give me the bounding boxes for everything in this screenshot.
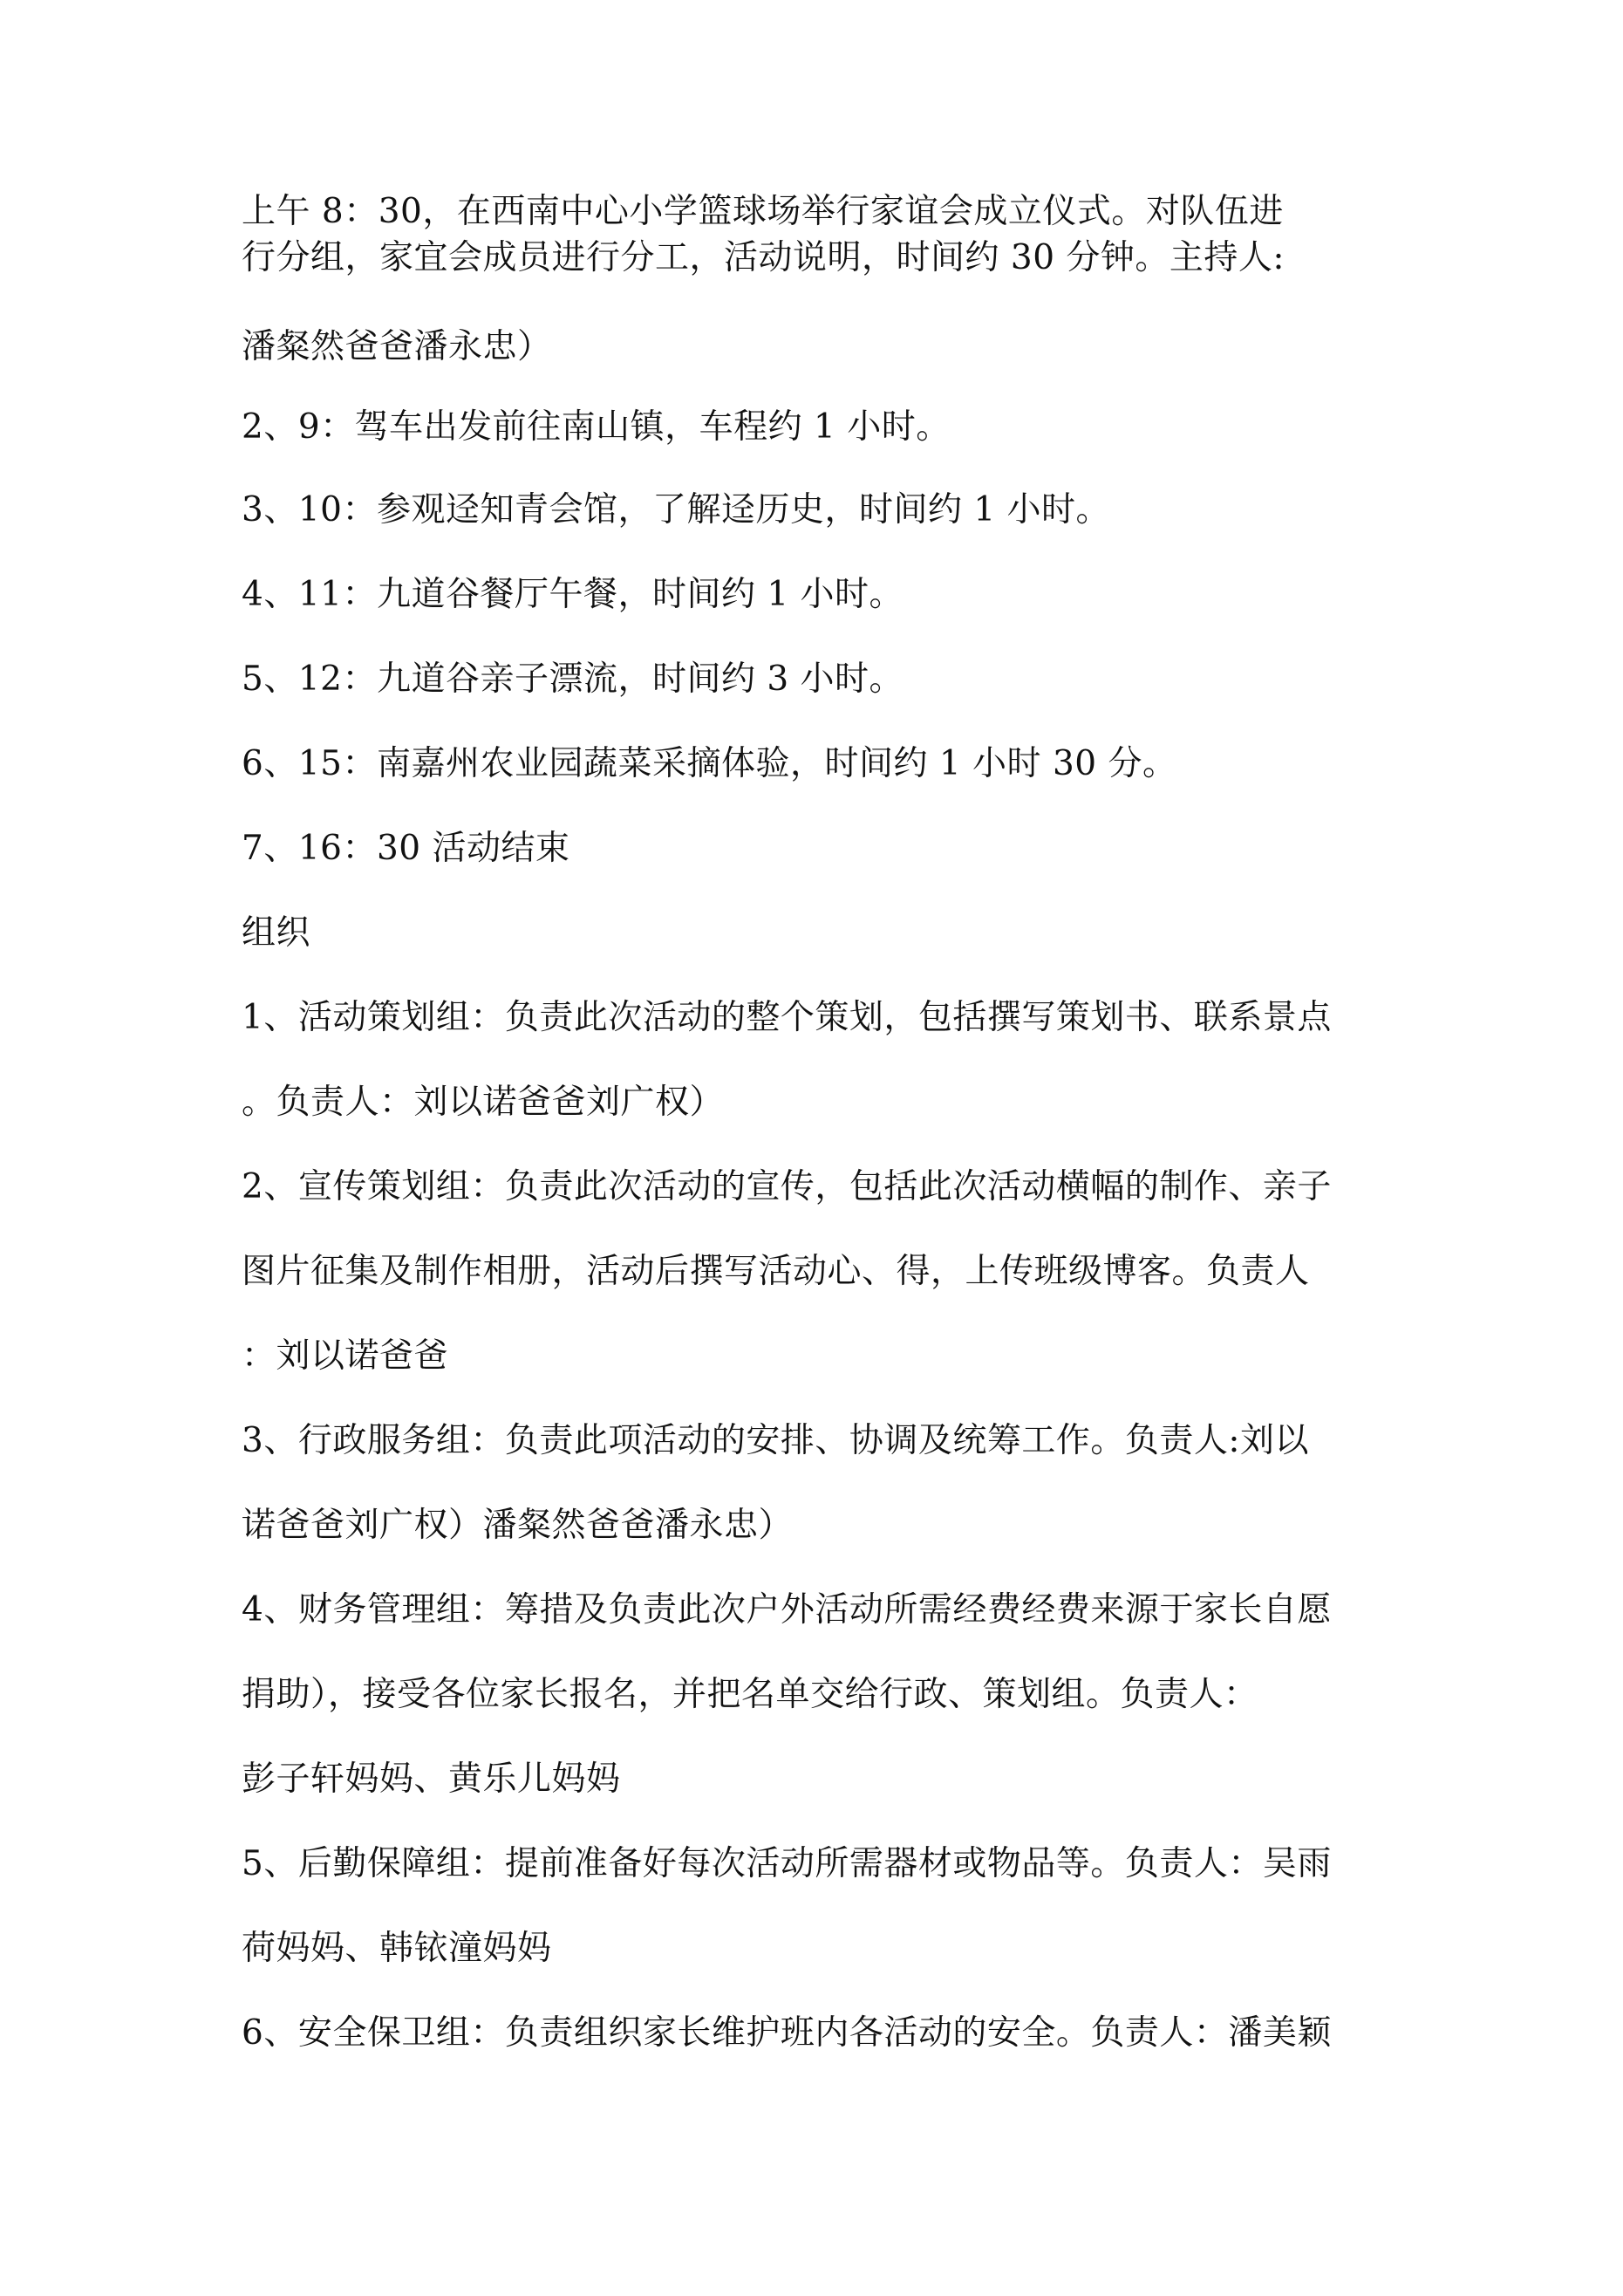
text-line: 7、16：30 活动结束 bbox=[242, 829, 570, 868]
text-line: 3、10：参观迳知青会馆，了解迳历史，时间约 1 小时。 bbox=[242, 490, 1111, 530]
text-line: 5、12：九道谷亲子漂流，时间约 3 小时。 bbox=[242, 659, 904, 699]
text-line: 。负责人：刘以诺爸爸刘广权） bbox=[242, 1083, 725, 1122]
section-heading: 组织 bbox=[242, 913, 311, 953]
text-line: 上午 8：30，在西南中心小学篮球场举行家谊会成立仪式。对队伍进 bbox=[242, 192, 1284, 231]
text-line: 5、后勤保障组：提前准备好每次活动所需器材或物品等。负责人：吴雨 bbox=[242, 1844, 1332, 1883]
text-line: 4、财务管理组：筹措及负责此次户外活动所需经费经费来源于家长自愿 bbox=[242, 1590, 1332, 1630]
text-line: 2、宣传策划组：负责此次活动的宣传，包括此次活动横幅的制作、亲子 bbox=[242, 1167, 1332, 1206]
text-line: 诺爸爸刘广权）潘粲然爸爸潘永忠） bbox=[242, 1506, 794, 1545]
text-line: 1、活动策划组：负责此次活动的整个策划，包括撰写策划书、联系景点 bbox=[242, 998, 1332, 1037]
text-line: 4、11：九道谷餐厅午餐，时间约 1 小时。 bbox=[242, 575, 904, 614]
text-line: 图片征集及制作相册，活动后撰写活动心、得，上传班级博客。负责人 bbox=[242, 1252, 1310, 1291]
text-line: 行分组，家宜会成员进行分工，活动说明，时间约 30 分钟。主持人: bbox=[242, 238, 1285, 277]
text-line: 3、行政服务组：负责此项活动的安排、协调及统筹工作。负责人:刘以 bbox=[242, 1421, 1309, 1460]
text-line: 彭子轩妈妈、黄乐儿妈妈 bbox=[242, 1760, 621, 1799]
text-line: 荷妈妈、韩铱潼妈妈 bbox=[242, 1929, 552, 1968]
text-line: 6、15：南嘉州农业园蔬菜采摘体验，时间约 1 小时 30 分。 bbox=[242, 744, 1177, 783]
text-line: ：刘以诺爸爸 bbox=[242, 1336, 449, 1376]
text-line: 6、安全保卫组：负责组织家长维护班内各活动的安全。负责人：潘美颖 bbox=[242, 2013, 1332, 2053]
text-line: 捐助），接受各位家长报名，并把名单交给行政、策划组。负责人： bbox=[242, 1675, 1258, 1714]
text-line: 2、9：驾车出发前往南山镇，车程约 1 小时。 bbox=[242, 407, 951, 447]
text-line: 潘粲然爸爸潘永忠） bbox=[242, 327, 552, 366]
